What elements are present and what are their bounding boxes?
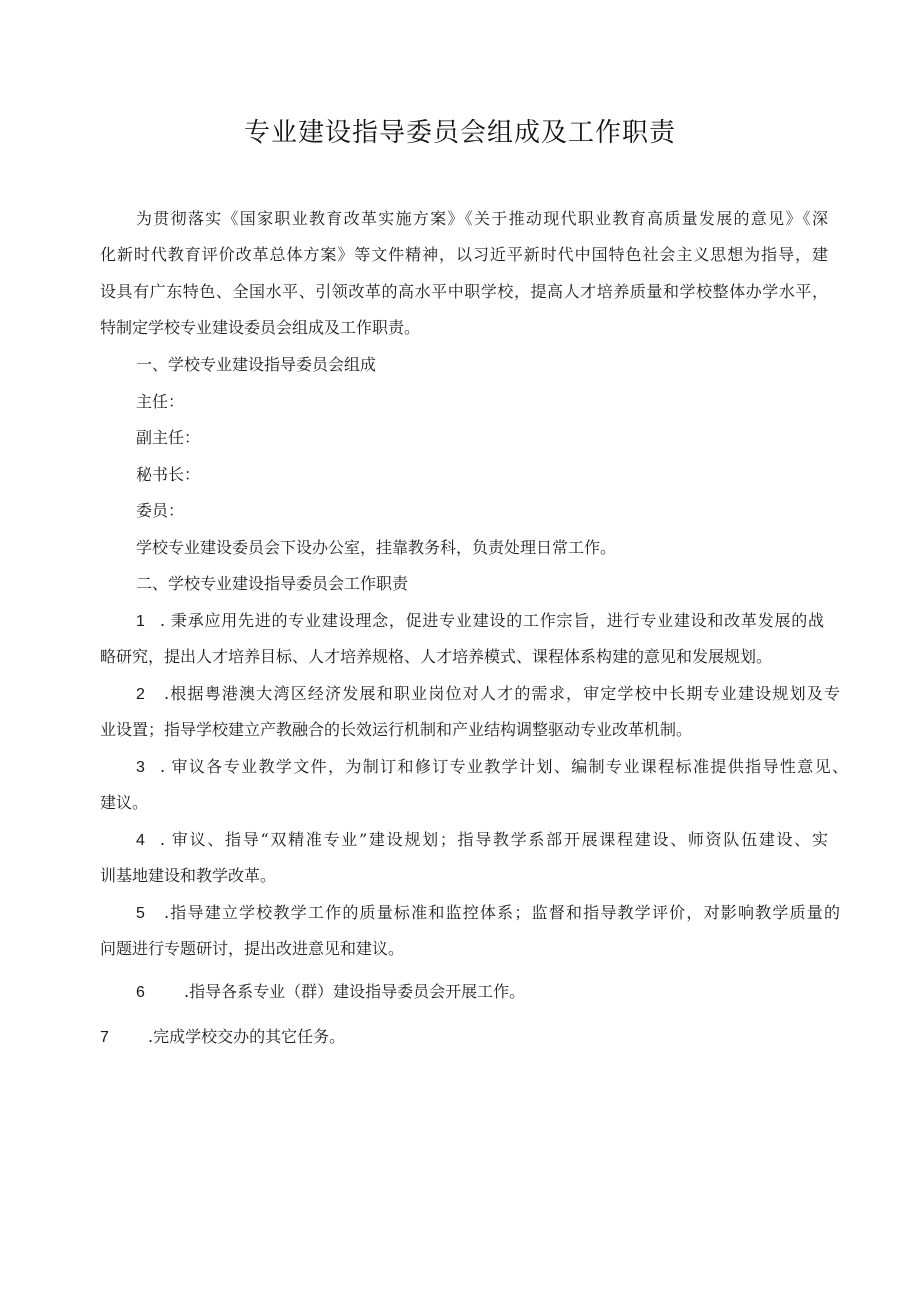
duty-item-1 [136,611,824,632]
duty-text: . 审议、指导“双精准专业”建设规划；指导教学系部开展课程建设、师资队伍建设、实 [160,830,828,849]
intro-line: 设具有广东特色、全国水平、引领改革的高水平中职学校，提高人才培养质量和学校整体办学水平， [100,282,828,301]
duty-item-3 [136,757,848,778]
duty-item-4-cont: 训基地建设和教学改革。 [100,866,277,885]
role-members: 委员： [136,501,185,520]
duty-text: .指导各系专业（群）建设指导委员会开展工作。 [184,982,526,1001]
role-director: 主任： [136,392,185,411]
duty-text: .指导建立学校教学工作的质量标准和监控体系；监督和指导教学评价，对影响教学质量的 [164,903,840,922]
duty-text: . 审议各专业教学文件，为制订和修订专业教学计划、编制专业课程标准提供指导性意见、 [160,757,848,776]
role-secretary-general: 秘书长： [136,465,201,484]
duty-number: 1 [136,613,145,630]
duty-number: 7 [100,1029,109,1046]
duty-text: .根据粤港澳大湾区经济发展和职业岗位对人才的需求，审定学校中长期专业建设规划及专 [164,684,840,703]
intro-line: 化新时代教育评价改革总体方案》等文件精神，以习近平新时代中国特色社会主义思想为指导，建 [100,245,828,264]
intro-line: 为贯彻落实《国家职业教育改革实施方案》《关于推动现代职业教育高质量发展的意见》《深 [136,209,828,228]
duty-item-6 [136,982,525,1003]
section2-heading: 二、学校专业建设指导委员会工作职责 [136,574,409,593]
section1-heading: 一、学校专业建设指导委员会组成 [136,355,377,374]
duty-number: 6 [136,984,145,1001]
duty-item-2-cont: 业设置；指导学校建立产教融合的长效运行机制和产业结构调整驱动专业改革机制。 [100,720,693,739]
duty-item-5 [136,903,840,924]
role-deputy-director: 副主任： [136,428,201,447]
intro-line: 特制定学校专业建设委员会组成及工作职责。 [100,318,421,337]
office-note: 学校专业建设委员会下设办公室，挂靠教务科，负责处理日常工作。 [136,538,617,557]
duty-text: .完成学校交办的其它任务。 [148,1027,346,1046]
duty-number: 3 [136,759,145,776]
duty-number: 2 [136,686,145,703]
document-title: 专业建设指导委员会组成及工作职责 [243,118,676,148]
duty-item-3-cont: 建议。 [100,793,149,812]
duty-item-5-cont: 问题进行专题研讨，提出改进意见和建议。 [100,939,405,958]
duty-text: . 秉承应用先进的专业建设理念，促进专业建设的工作宗旨，进行专业建设和改革发展的战 [160,611,824,630]
duty-item-1-cont: 略研究，提出人才培养目标、人才培养规格、人才培养模式、课程体系构建的意见和发展规划。 [100,647,773,666]
duty-item-7 [100,1027,345,1048]
duty-number: 5 [136,905,145,922]
duty-item-2 [136,684,840,705]
duty-number: 4 [136,832,145,849]
duty-item-4 [136,830,828,851]
